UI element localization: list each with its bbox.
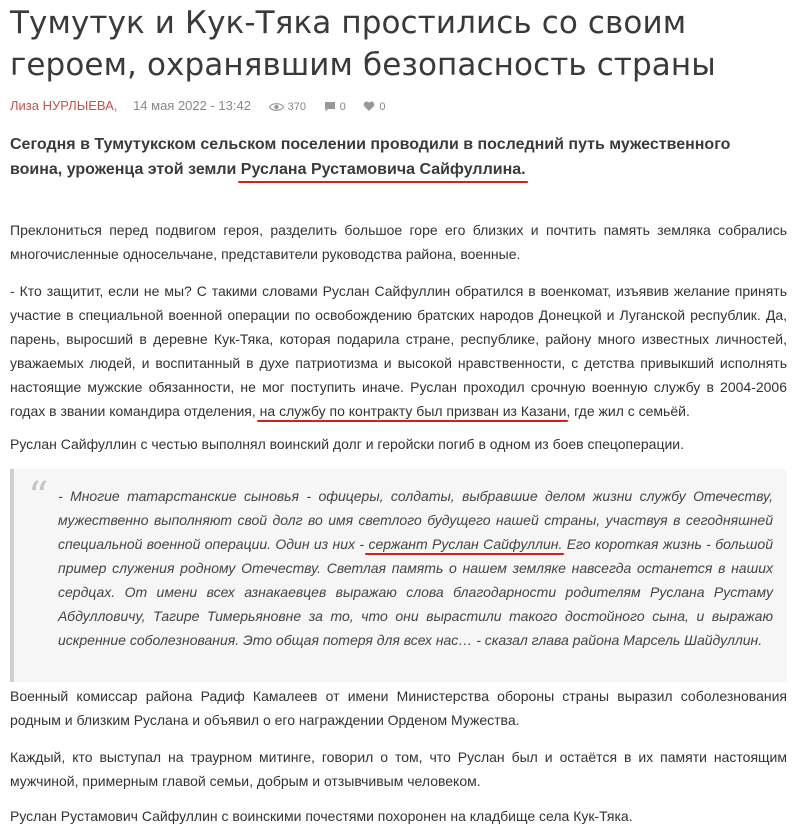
quote-highlight: сержант Руслан Сайфуллин. bbox=[368, 536, 563, 552]
paragraph-2-text: - Кто защитит, если не мы? С такими словами Руслан Сайфуллин обратился в военкомат, изъявив желание принять участие в специальной военной операции по освобождению братских народов Донецкой и Луганской республик. Да, парень, выросший в деревне Кук-Тяка, которая подарила стране, республике, району много известных личностей, уважаемых людей, и воспитанный в духе патриотизма и высокой нравственности, с детства привыкший исполнять настоящие мужские обязанности, не мог поступить иначе. Руслан проходил срочную военную службу в 2004-2006 годах в звании командира отделения, bbox=[10, 283, 787, 419]
author-link[interactable]: Лиза НУРЛЫЕВА bbox=[10, 98, 114, 113]
views-counter bbox=[269, 98, 306, 116]
paragraph-6: Руслан Рустамович Сайфуллин с воинскими почестями похоронен на кладбище села Кук-Тяка. bbox=[10, 808, 633, 824]
likes-counter[interactable] bbox=[363, 98, 385, 116]
article-title: Тумутук и Кук-Тяка простились со своим героем, охранявшим безопасность страны bbox=[10, 5, 716, 83]
eye-icon bbox=[269, 102, 284, 112]
publish-date: 14 мая 2022 - 13:42 bbox=[133, 98, 251, 113]
paragraph-4: Военный комиссар района Радиф Камалеев от имени Министерства обороны страны выразил соболезнования родным и близким Руслана и объявил о его награждении Орденом Мужества. bbox=[10, 688, 787, 728]
paragraph-3: Руслан Сайфуллин с честью выполнял воинский долг и геройски погиб в одном из боев спецоперации. bbox=[10, 436, 684, 452]
paragraph-1: Преклониться перед подвигом героя, разделить большое горе его близких и почтить память земляка собрались многочисленные односельчане, представители руководства района, военные. bbox=[10, 222, 787, 262]
paragraph-5: Каждый, кто выступал на траурном митинге, говорил о том, что Руслан был и остаётся в их памяти настоящим мужчиной, примерным главой семьи, добрым и отзывчивым человеком. bbox=[10, 749, 787, 789]
comment-icon bbox=[324, 101, 336, 112]
comments-counter[interactable] bbox=[324, 98, 346, 116]
likes-count: 0 bbox=[379, 101, 386, 113]
article-meta bbox=[10, 97, 385, 115]
quote-text bbox=[58, 484, 773, 652]
views-count: 370 bbox=[287, 101, 306, 113]
comments-count: 0 bbox=[339, 101, 346, 113]
quote-text-end: Его короткая жизнь - большой пример служения родному Отечеству. Светлая память о нашем земляке навсегда останется в наших сердцах. От имени всех азнакаевцев выражаю слова благодарности родителям Руслана Рустаму Абдулловичу, Тагире Тимерьяновне за то, что они вырастили такого достойного сына, и выражаю искренние соболезнования. Это общая потеря для всех нас… - сказал глава района Марсель Шайдуллин. bbox=[58, 536, 773, 648]
heart-icon bbox=[363, 101, 375, 112]
lead-text: Сегодня в Тумутукском сельском поселении проводили в последний путь мужественного воина, уроженца этой земли bbox=[10, 136, 731, 178]
paragraph-2 bbox=[10, 279, 787, 423]
quote-text-start: - Многие татарстанские сыновья - офицеры, солдаты, выбравшие делом жизни службу Отечеству, мужественно выполняют свой долг во имя светлого будущего нашей страны, участвуя в сегодняшней специальной военной операции. Один из них - bbox=[58, 488, 773, 552]
paragraph-2-tail: , где жил с семьёй. bbox=[566, 403, 690, 419]
author-separator: , bbox=[113, 98, 118, 113]
blockquote bbox=[10, 469, 787, 682]
lead-highlight: Руслана Рустамовича Сайфуллина. bbox=[240, 161, 526, 178]
quote-icon: “ bbox=[28, 474, 49, 520]
article-lead bbox=[10, 132, 770, 182]
paragraph-2-highlight: на службу по контракту был призван из Казани bbox=[259, 403, 567, 419]
